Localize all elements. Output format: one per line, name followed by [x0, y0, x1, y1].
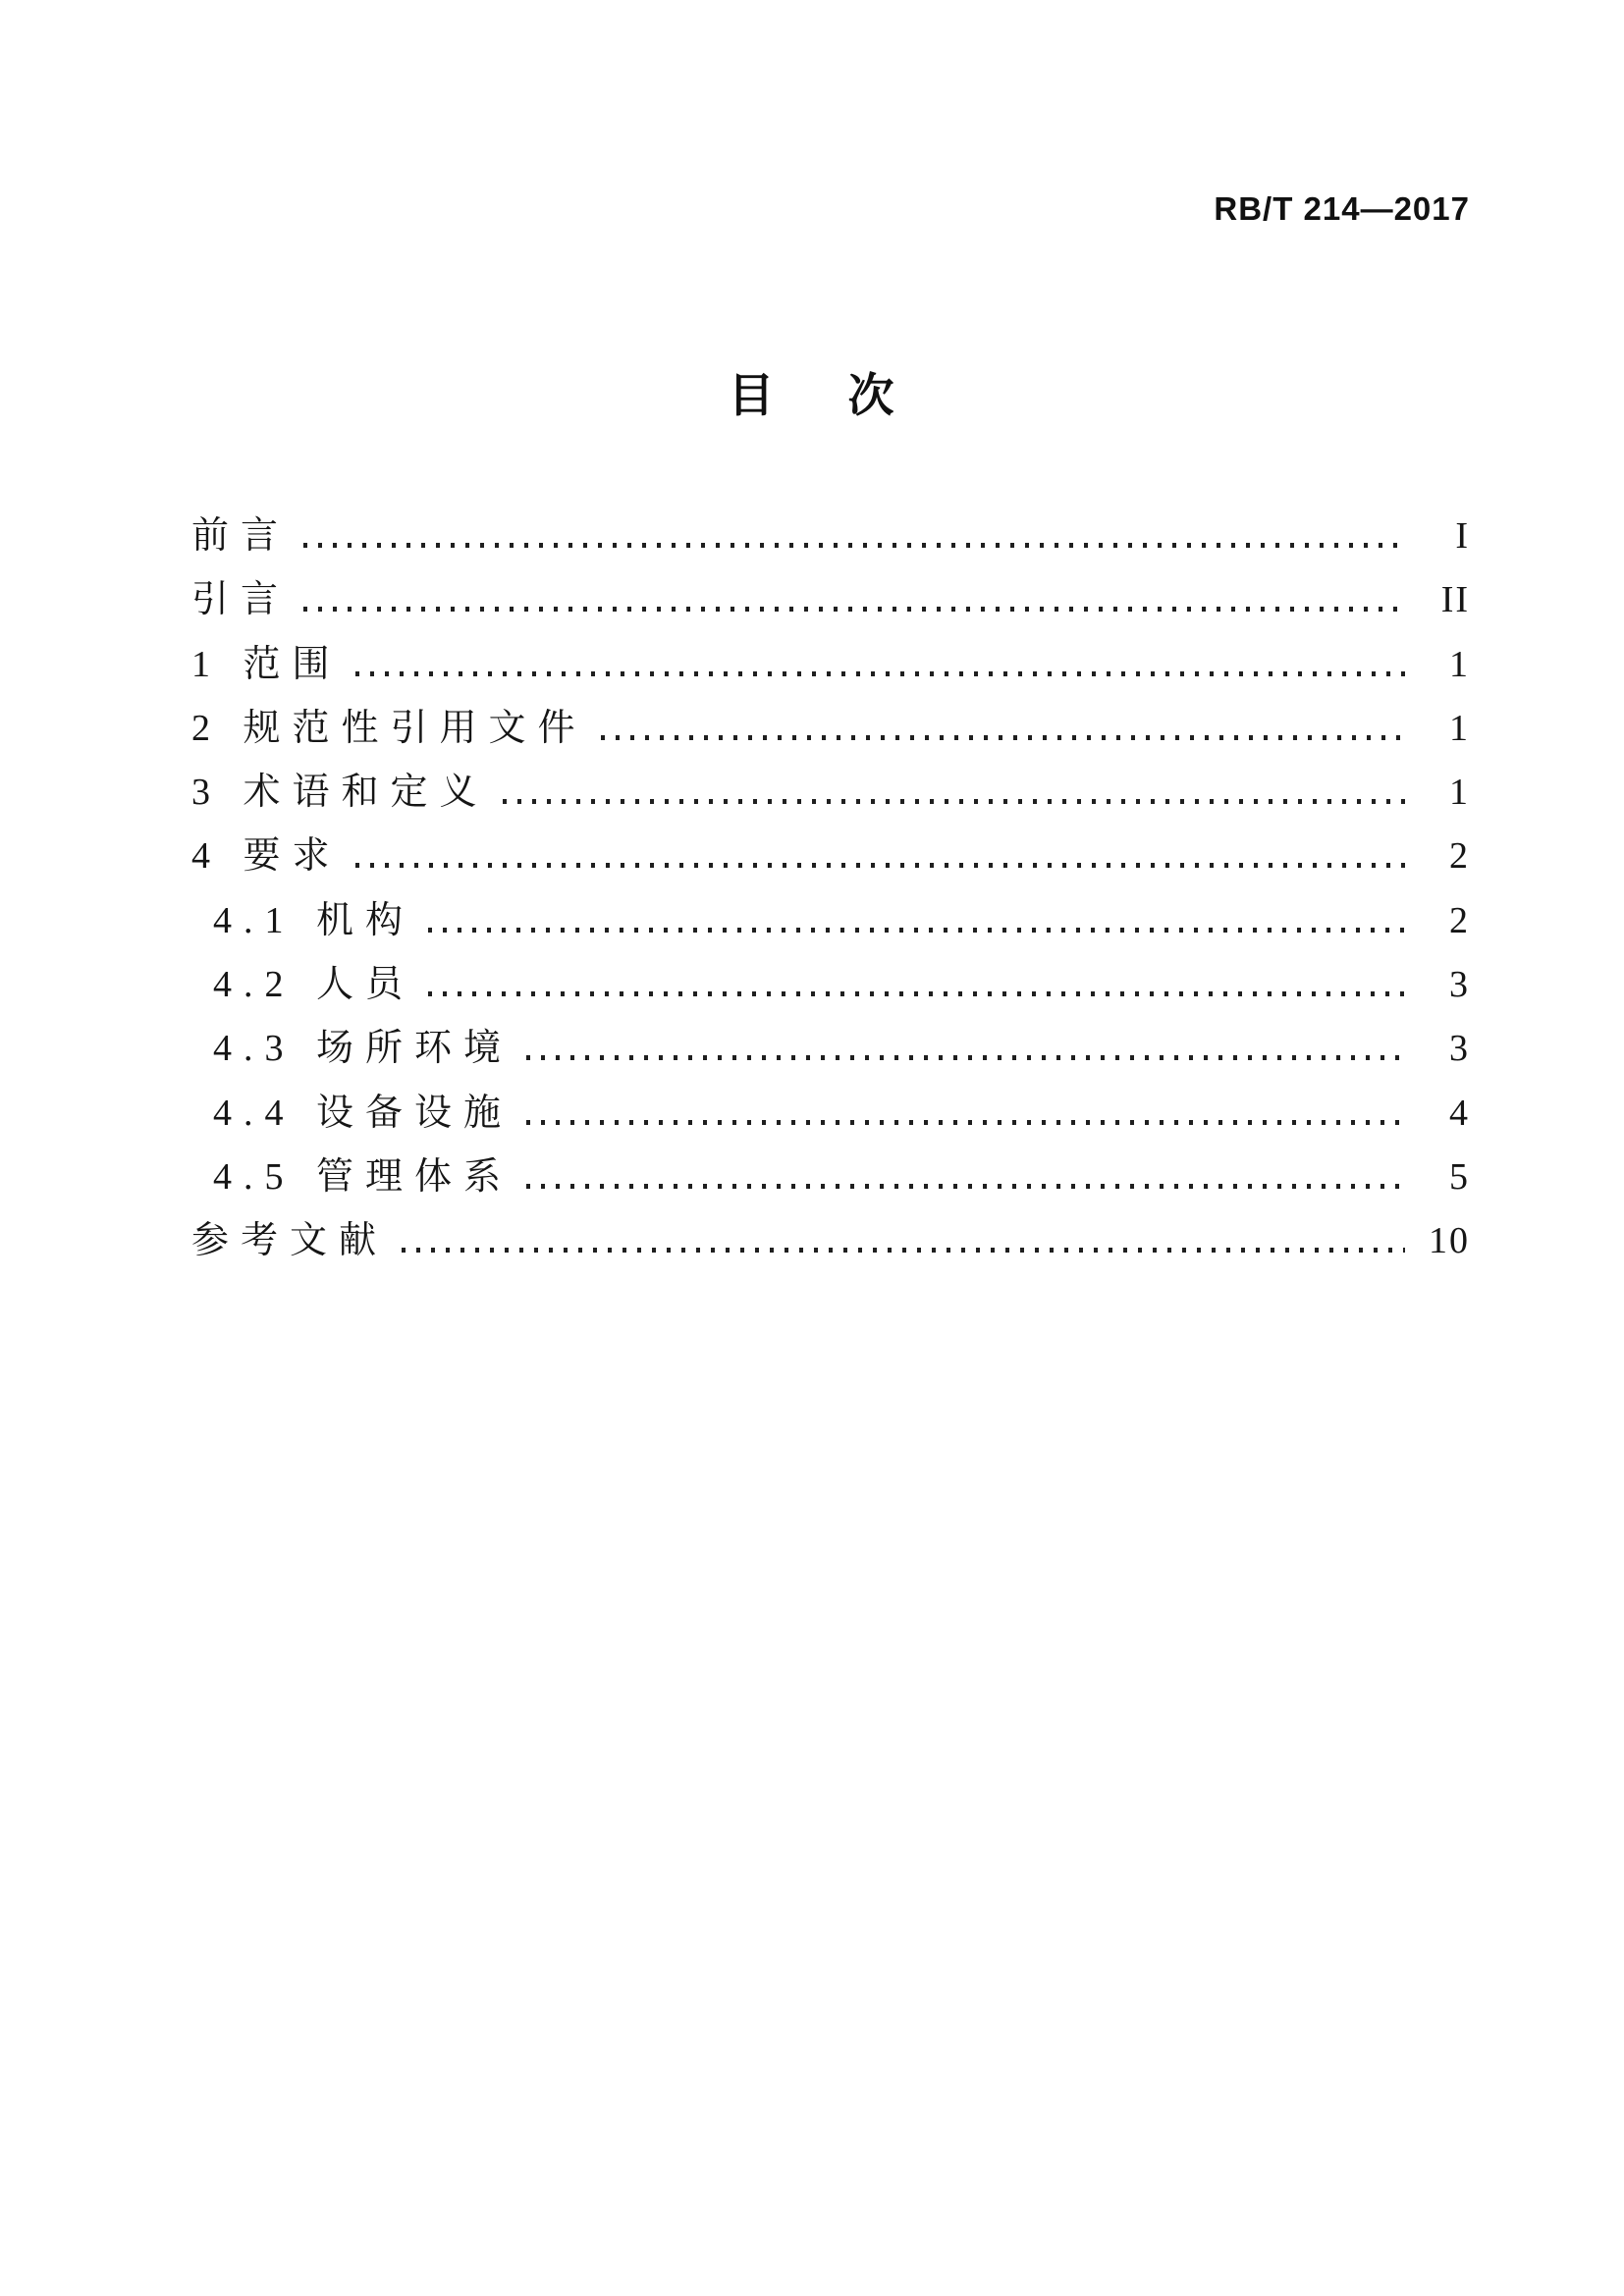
dot-leader: [402, 1248, 1405, 1253]
toc-entry-label: 参考文献: [191, 1220, 389, 1262]
toc-entry-premises-environment: [191, 1017, 1470, 1081]
page-title: 目 次: [728, 369, 896, 421]
toc-entry-terms-definitions: [191, 761, 1470, 825]
dot-leader: [526, 1184, 1405, 1189]
toc-entry-requirements: [191, 825, 1470, 888]
toc-entry-label: 4.4 设备设施: [213, 1092, 514, 1134]
dot-leader: [303, 607, 1405, 612]
dot-leader: [428, 991, 1405, 996]
toc-entry-page: 1: [1449, 643, 1470, 685]
dot-leader: [526, 1120, 1405, 1125]
toc-entry-label: 4.2 人员: [213, 964, 415, 1006]
dot-leader: [526, 1055, 1405, 1060]
toc-entry-page: 3: [1449, 1028, 1470, 1070]
toc-entry-references: [191, 1209, 1470, 1273]
dot-leader: [355, 671, 1405, 676]
toc-entry-foreword: [191, 505, 1470, 568]
toc-entry-page: 5: [1449, 1155, 1470, 1198]
toc-entry-label: 4.3 场所环境: [213, 1028, 514, 1070]
dot-leader: [503, 799, 1405, 804]
table-of-contents: [191, 505, 1470, 1274]
toc-entry-label: 引言: [191, 579, 291, 621]
dot-leader: [601, 735, 1405, 740]
toc-entry-label: 2 规范性引用文件: [191, 707, 587, 749]
toc-entry-label: 3 术语和定义: [191, 772, 489, 814]
toc-entry-personnel: [191, 953, 1470, 1017]
toc-entry-equipment-facilities: [191, 1082, 1470, 1146]
toc-entry-normative-references: [191, 697, 1470, 761]
standard-number: RB/T 214—2017: [1214, 190, 1470, 227]
dot-leader: [303, 543, 1405, 548]
toc-entry-label: 4 要求: [191, 835, 342, 878]
toc-entry-page: 1: [1449, 772, 1470, 814]
dot-leader: [428, 928, 1405, 933]
toc-entry-scope: [191, 633, 1470, 697]
toc-entry-page: II: [1440, 579, 1470, 621]
toc-entry-management-system: [191, 1146, 1470, 1209]
toc-entry-page: I: [1455, 515, 1470, 557]
toc-entry-label: 4.5 管理体系: [213, 1155, 514, 1198]
toc-entry-page: 4: [1449, 1092, 1470, 1134]
toc-entry-page: 2: [1449, 835, 1470, 878]
toc-entry-page: 1: [1449, 707, 1470, 749]
toc-entry-label: 前言: [191, 515, 291, 557]
toc-entry-page: 2: [1449, 899, 1470, 941]
dot-leader: [355, 863, 1405, 868]
toc-entry-page: 10: [1429, 1220, 1470, 1262]
toc-entry-introduction: [191, 568, 1470, 632]
toc-entry-label: 4.1 机构: [213, 899, 415, 941]
toc-entry-label: 1 范围: [191, 643, 342, 685]
toc-entry-page: 3: [1449, 964, 1470, 1006]
toc-entry-organization: [191, 889, 1470, 953]
